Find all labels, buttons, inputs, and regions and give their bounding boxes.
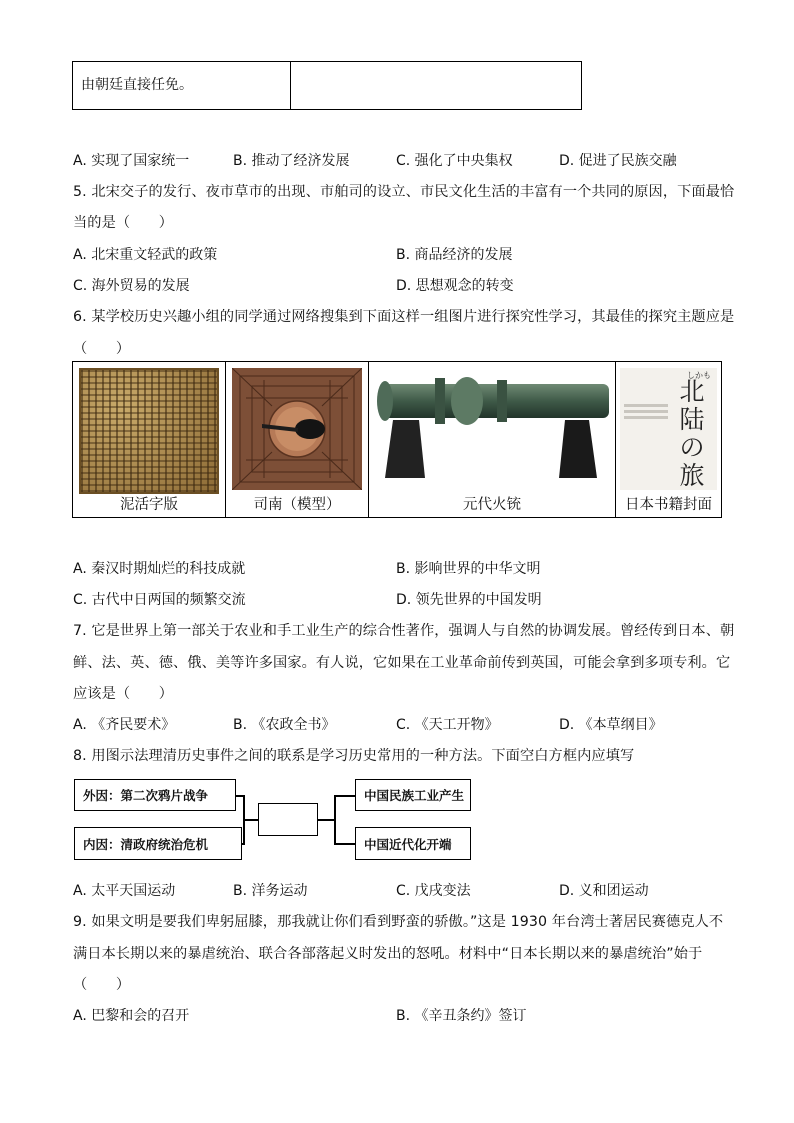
picture-fire-gun [369,362,615,517]
picture-clay-type [73,362,225,517]
q9-option-a: A. 巴黎和会的召开 [73,1008,190,1024]
q7-option-b: B. 《农政全书》 [233,717,336,733]
q9-stem-line2: 满日本长期以来的暴虐统治、联合各部落起义时发出的怒吼。材料中“日本长期以来的暴虐统治”始于 [73,946,703,962]
diagram-effect-modernization: 中国近代化开端 [355,827,471,860]
q7-stem-line2: 鲜、法、英、德、俄、美等许多国家。有人说，它如果在工业革命前传到英国，可能会拿到多项专利。它 [73,655,731,671]
picture-strip [72,361,722,518]
diagram-external-cause: 外因：第二次鸦片战争 [74,779,236,811]
fire-gun-icon [375,368,609,490]
caption-clay-type: 泥活字版 [120,497,178,513]
q8-stem-line1: 8. 用图示法理清历史事件之间的联系是学习历史常用的一种方法。下面空白方框内应填写 [73,748,635,764]
q4-option-a: A. 实现了国家统一 [73,153,190,169]
caption-book-cover: 日本书籍封面 [625,497,712,513]
q7-stem-line3: 应该是（ ） [73,686,174,702]
q6-option-a: A. 秦汉时期灿烂的科技成就 [73,561,246,577]
book-title: 北陆の旅 [679,377,705,490]
book-subtext [624,404,668,419]
sinan-compass-icon [232,368,362,490]
q5-option-d: D. 思想观念的转变 [396,278,514,294]
diagram-effect-industry: 中国民族工业产生 [355,779,471,811]
caption-fire-gun: 元代火铳 [463,497,521,513]
book-kana: しかも [687,371,711,380]
q4-option-b: B. 推动了经济发展 [233,153,350,169]
fire-gun-image [375,368,609,490]
q6-option-d: D. 领先世界的中国发明 [396,592,542,608]
q6-stem-line1: 6. 某学校历史兴趣小组的同学通过网络搜集到下面这样一组图片进行探究性学习，其最佳的探究主题应是 [73,309,735,325]
q6-stem-line2: （ ） [73,341,131,357]
q6-option-c: C. 古代中日两国的频繁交流 [73,592,246,608]
q7-option-c: C. 《天工开物》 [396,717,499,733]
answer-table [72,61,582,110]
connector-line [334,795,336,845]
q5-stem-line1: 5. 北宋交子的发行、夜市草市的出现、市舶司的设立、市民文化生活的丰富有一个共同的原因，下面最恰 [73,184,735,200]
q7-option-a: A. 《齐民要术》 [73,717,176,733]
diagram-blank-box [258,803,318,836]
q8-option-c: C. 戊戌变法 [396,883,471,899]
q6-option-b: B. 影响世界的中华文明 [396,561,541,577]
table-divider [290,62,291,109]
caption-sinan: 司南（模型） [253,497,341,513]
picture-book-cover [616,362,721,517]
connector-line [334,843,355,845]
q9-option-b: B. 《辛丑条约》签订 [396,1008,527,1024]
connector-line [318,819,334,821]
connector-line [334,795,355,797]
q8-option-d: D. 义和团运动 [559,883,649,899]
q5-option-b: B. 商品经济的发展 [396,247,513,263]
q7-option-d: D. 《本草纲目》 [559,717,663,733]
q4-option-c: C. 强化了中央集权 [396,153,513,169]
connector-line [244,819,258,821]
q5-option-c: C. 海外贸易的发展 [73,278,190,294]
book-cover-image [620,368,717,490]
q8-option-a: A. 太平天国运动 [73,883,176,899]
q5-option-a: A. 北宋重文轻武的政策 [73,247,218,263]
q9-stem-line3: （ ） [73,977,131,993]
q5-stem-line2: 当的是（ ） [73,215,174,231]
sinan-image [232,368,362,490]
picture-sinan [226,362,368,517]
clay-type-image [79,368,219,494]
table-cell-text: 由朝廷直接任免。 [81,77,193,93]
diagram-internal-cause: 内因：清政府统治危机 [74,827,242,860]
q8-option-b: B. 洋务运动 [233,883,308,899]
q4-option-d: D. 促进了民族交融 [559,153,677,169]
q7-stem-line1: 7. 它是世界上第一部关于农业和手工业生产的综合性著作，强调人与自然的协调发展。曾经传到日本、朝 [73,623,735,639]
q9-stem-line1: 9. 如果文明是要我们卑躬屈膝，那我就让你们看到野蛮的骄傲。”这是 1930 年台湾士著居民赛德克人不 [73,914,724,930]
